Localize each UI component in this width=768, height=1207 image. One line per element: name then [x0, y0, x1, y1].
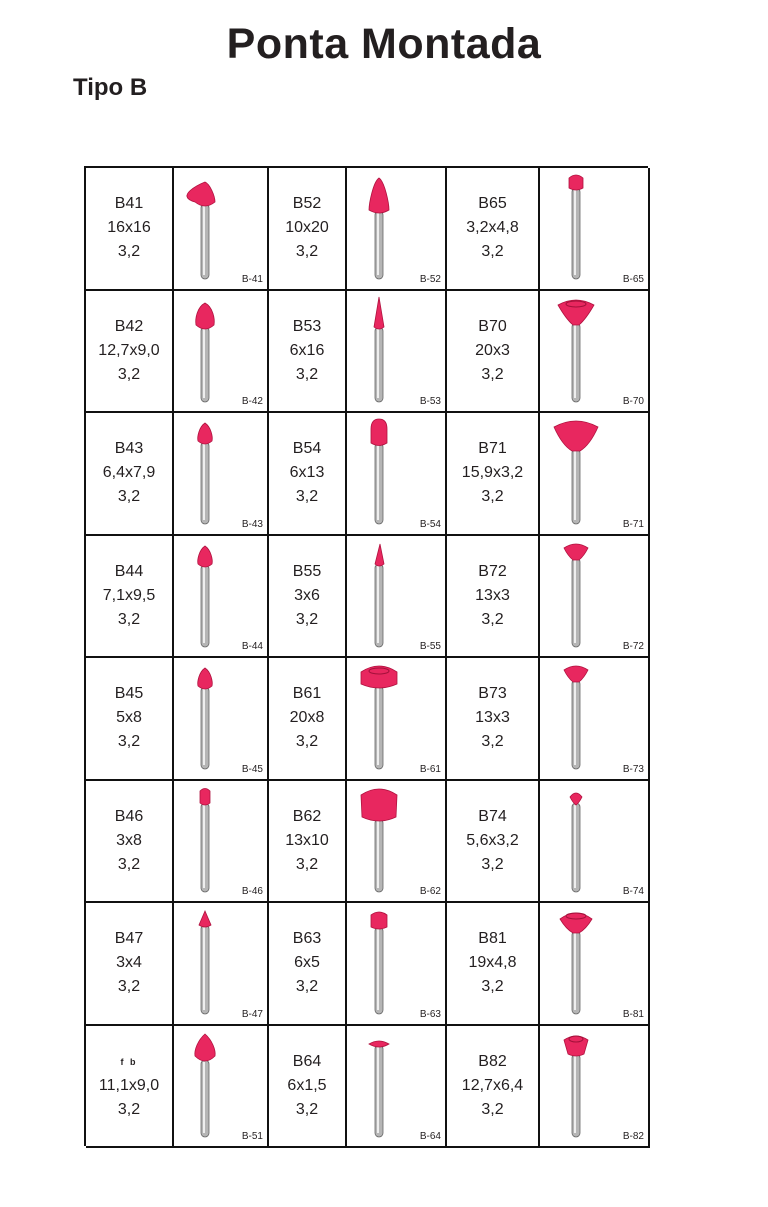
abrasive-head-shape: [198, 668, 212, 689]
product-text-cell: [269, 658, 347, 781]
product-dimensions: 5,6x3,2: [466, 831, 519, 849]
product-image-cell: [540, 413, 650, 536]
product-text-cell: [86, 413, 174, 536]
product-shank: 3,2: [481, 243, 504, 261]
product-dimensions: 12,7x6,4: [461, 1076, 524, 1094]
product-dimensions: 10x20: [285, 219, 329, 237]
shank-highlight: [377, 566, 379, 643]
product-image-cell: [347, 413, 447, 536]
product-dimensions: 12,7x9,0: [98, 341, 160, 359]
abrasive-head-shape: [564, 1036, 588, 1056]
product-shank: 3,2: [481, 733, 504, 751]
product-dimensions: 6x13: [289, 464, 325, 482]
product-code: B41: [114, 195, 144, 213]
abrasive-head-shape: [369, 1041, 389, 1047]
shank-highlight: [377, 213, 379, 275]
shank-highlight: [574, 325, 576, 398]
product-shank: 3,2: [295, 733, 319, 751]
abrasive-head-shape: [199, 911, 211, 927]
shank-highlight: [203, 567, 205, 643]
product-image-label: B-71: [622, 518, 644, 530]
shank-highlight: [377, 329, 379, 398]
shank-highlight: [203, 206, 205, 275]
product-image-cell: [174, 413, 269, 536]
product-shank: 3,2: [117, 855, 141, 873]
product-text-cell: [447, 1026, 540, 1149]
abrasive-head-shape: [371, 419, 387, 446]
shank-highlight: [203, 1062, 205, 1133]
product-image-cell: [347, 903, 447, 1026]
abrasive-head-shape: [196, 303, 214, 329]
product-shank: 3,2: [117, 488, 141, 506]
shank-highlight: [203, 689, 205, 765]
mounted-point-icon: [540, 1026, 648, 1147]
abrasive-head-shape: [374, 297, 384, 329]
product-shank: 3,2: [481, 365, 504, 383]
product-image-label: B-74: [622, 886, 644, 897]
mounted-point-icon: [347, 413, 445, 534]
product-image-label: B-70: [622, 396, 644, 407]
shank-highlight: [574, 451, 576, 520]
product-image-cell: [540, 1026, 650, 1149]
product-image-label: B-47: [241, 1008, 263, 1020]
product-text-cell: [86, 536, 174, 659]
product-image-cell: [174, 781, 269, 904]
product-text-cell: [447, 903, 540, 1026]
abrasive-head-shape: [200, 788, 210, 805]
mounted-point-icon: [540, 781, 648, 902]
product-text-cell: [86, 781, 174, 904]
product-image-cell: [174, 903, 269, 1026]
product-shank: 3,2: [117, 978, 141, 996]
shank-highlight: [574, 190, 576, 275]
mounted-point-icon: [347, 168, 445, 289]
product-shank: 3,2: [481, 1100, 504, 1118]
mounted-point-icon: [174, 781, 267, 902]
product-image-label: B-73: [622, 763, 644, 775]
product-dimensions: 6x1,5: [287, 1076, 327, 1094]
shank-highlight: [377, 821, 379, 888]
mounted-point-icon: [540, 291, 648, 412]
page-title: Ponta Montada: [226, 20, 542, 68]
product-code: B45: [114, 685, 144, 703]
product-code: B62: [292, 807, 322, 825]
product-image-label: B-52: [419, 273, 441, 285]
mounted-point-icon: [540, 903, 648, 1024]
product-text-cell: [86, 903, 174, 1026]
product-code: B74: [478, 807, 507, 825]
abrasive-head-shape: [554, 421, 598, 451]
product-shank: 3,2: [117, 733, 141, 751]
product-image-label: B-61: [419, 763, 441, 775]
mounted-point-icon: [540, 536, 648, 657]
product-dimensions: 19x4,8: [468, 954, 517, 972]
product-code: B53: [292, 317, 322, 335]
product-code: B70: [478, 317, 507, 335]
product-image-label: B-41: [241, 273, 263, 285]
product-code: B72: [478, 562, 507, 580]
product-table: [84, 166, 648, 1146]
product-image-cell: [174, 291, 269, 414]
product-code: B64: [292, 1052, 322, 1070]
product-code: B46: [114, 807, 144, 825]
shank-highlight: [377, 688, 379, 765]
product-text-cell: [447, 413, 540, 536]
product-image-label: B-72: [622, 641, 644, 652]
mounted-point-icon: [540, 658, 648, 779]
mounted-point-icon: [347, 903, 445, 1024]
product-dimensions: 6x5: [294, 954, 320, 972]
product-shank: 3,2: [481, 610, 504, 628]
product-dimensions: 13x3: [475, 586, 510, 604]
shank-highlight: [574, 560, 576, 643]
mounted-point-icon: [347, 536, 445, 657]
product-dimensions: 13x3: [475, 709, 510, 727]
product-image-label: B-43: [241, 518, 263, 530]
product-text-cell: [447, 168, 540, 291]
product-image-cell: [540, 168, 650, 291]
product-dimensions: 11,1x9,0: [98, 1076, 160, 1094]
product-code: B71: [478, 440, 507, 458]
product-image-label: B-42: [241, 396, 263, 407]
product-text-cell: [86, 658, 174, 781]
product-image-cell: [174, 1026, 269, 1149]
product-dimensions: 16x16: [107, 219, 151, 237]
product-text-cell: [269, 536, 347, 659]
product-image-cell: [174, 658, 269, 781]
shank-highlight: [203, 805, 205, 888]
product-image-cell: [347, 291, 447, 414]
mounted-point-icon: [174, 658, 267, 779]
product-image-label: B-45: [241, 763, 263, 775]
page-subtitle: Tipo B: [73, 74, 148, 101]
product-code: B47: [114, 930, 144, 948]
product-text-cell: [269, 903, 347, 1026]
product-shank: 3,2: [117, 610, 141, 628]
product-image-label: B-51: [241, 1131, 263, 1142]
product-code: B44: [114, 562, 144, 580]
product-text-cell: [86, 291, 174, 414]
product-dimensions: 6x16: [289, 341, 325, 359]
product-image-label: B-64: [419, 1131, 441, 1142]
product-text-cell: [269, 413, 347, 536]
product-code: B55: [292, 562, 322, 580]
product-dimensions: 3x6: [294, 586, 320, 604]
product-shank: 3,2: [117, 365, 141, 383]
product-text-cell: [447, 536, 540, 659]
product-text-cell: [86, 168, 174, 291]
mounted-point-icon: [174, 413, 267, 534]
product-dimensions: 3x8: [116, 831, 142, 849]
mounted-point-icon: [174, 168, 267, 289]
product-code: B73: [478, 685, 507, 703]
mounted-point-icon: [540, 168, 648, 289]
product-image-label: B-82: [622, 1131, 644, 1142]
product-shank: 3,2: [295, 978, 319, 996]
product-image-label: B-81: [622, 1008, 644, 1020]
abrasive-head-shape: [361, 666, 397, 688]
abrasive-head-shape: [369, 178, 389, 213]
mounted-point-icon: [347, 781, 445, 902]
abrasive-head-shape: [564, 544, 588, 560]
product-text-cell: [447, 658, 540, 781]
shank-highlight: [574, 933, 576, 1010]
product-image-label: B-55: [419, 641, 441, 652]
product-shank: 3,2: [481, 855, 504, 873]
product-image-label: B-53: [419, 396, 441, 407]
product-code: B54: [292, 440, 322, 458]
mounted-point-icon: [347, 291, 445, 412]
product-shank: 3,2: [295, 855, 319, 873]
shank-highlight: [203, 444, 205, 520]
product-image-cell: [347, 658, 447, 781]
product-shank: 3,2: [295, 243, 319, 261]
product-image-cell: [347, 168, 447, 291]
abrasive-head-shape: [569, 175, 583, 190]
product-text-cell: [269, 168, 347, 291]
mounted-point-icon: [174, 291, 267, 412]
shank-highlight: [377, 1047, 379, 1133]
abrasive-head-shape: [560, 913, 592, 933]
shank-highlight: [574, 682, 576, 765]
product-image-label: B-54: [419, 518, 441, 530]
abrasive-head-shape: [375, 544, 384, 566]
abrasive-head-shape: [361, 789, 397, 821]
abrasive-head-shape: [564, 666, 588, 682]
mounted-point-icon: [174, 536, 267, 657]
product-shank: 3,2: [481, 978, 504, 996]
product-image-label: B-62: [419, 886, 441, 897]
product-dimensions: 5x8: [116, 709, 142, 727]
mounted-point-icon: [347, 658, 445, 779]
product-shank: 3,2: [295, 488, 319, 506]
product-image-cell: [347, 1026, 447, 1149]
product-image-cell: [174, 536, 269, 659]
abrasive-head-shape: [558, 300, 594, 325]
abrasive-head-shape: [198, 423, 212, 444]
product-shank: 3,2: [295, 365, 319, 383]
product-image-cell: [540, 536, 650, 659]
abrasive-head-shape: [187, 182, 215, 206]
shank-highlight: [377, 445, 379, 520]
product-image-cell: [347, 536, 447, 659]
abrasive-head-shape: [371, 912, 387, 929]
product-code: B52: [292, 195, 322, 213]
product-shank: 3,2: [481, 488, 504, 506]
product-code: B81: [478, 930, 507, 948]
product-dimensions: 15,9x3,2: [461, 464, 524, 482]
product-image-cell: [174, 168, 269, 291]
product-image-cell: [347, 781, 447, 904]
product-code: B43: [114, 440, 144, 458]
product-dimensions: 20x3: [475, 341, 510, 359]
abrasive-head-shape: [198, 546, 212, 567]
product-dimensions: 3x4: [116, 954, 142, 972]
product-image-cell: [540, 658, 650, 781]
product-code: B42: [114, 317, 144, 335]
mounted-point-icon: [540, 413, 648, 534]
product-code: B61: [292, 685, 322, 703]
shank-highlight: [377, 929, 379, 1010]
product-text-cell: [447, 781, 540, 904]
product-text-cell: [269, 291, 347, 414]
product-code: f b: [120, 1056, 138, 1067]
abrasive-head-shape: [570, 793, 582, 805]
abrasive-head-shape: [195, 1034, 215, 1061]
product-dimensions: 20x8: [289, 709, 325, 727]
product-shank: 3,2: [117, 243, 141, 261]
product-text-cell: [86, 1026, 174, 1149]
shank-highlight: [574, 1056, 576, 1133]
product-image-cell: [540, 903, 650, 1026]
mounted-point-icon: [174, 1026, 267, 1147]
product-dimensions: 6,4x7,9: [102, 464, 156, 482]
product-dimensions: 13x10: [285, 831, 329, 849]
product-image-cell: [540, 781, 650, 904]
product-shank: 3,2: [117, 1100, 141, 1118]
mounted-point-icon: [347, 1026, 445, 1147]
product-image-label: B-44: [241, 641, 263, 652]
product-image-label: B-63: [419, 1008, 441, 1020]
product-code: B82: [478, 1052, 507, 1070]
product-image-label: B-46: [241, 886, 263, 897]
shank-highlight: [574, 805, 576, 888]
product-dimensions: 7,1x9,5: [102, 586, 156, 604]
product-shank: 3,2: [295, 1100, 319, 1118]
product-text-cell: [447, 291, 540, 414]
shank-highlight: [203, 927, 205, 1010]
product-image-cell: [540, 291, 650, 414]
shank-highlight: [203, 329, 205, 398]
product-text-cell: [269, 781, 347, 904]
product-text-cell: [269, 1026, 347, 1149]
product-dimensions: 3,2x4,8: [466, 219, 519, 237]
product-code: B65: [478, 195, 507, 213]
product-image-label: B-65: [622, 273, 644, 285]
product-shank: 3,2: [295, 610, 319, 628]
mounted-point-icon: [174, 903, 267, 1024]
product-code: B63: [292, 930, 322, 948]
